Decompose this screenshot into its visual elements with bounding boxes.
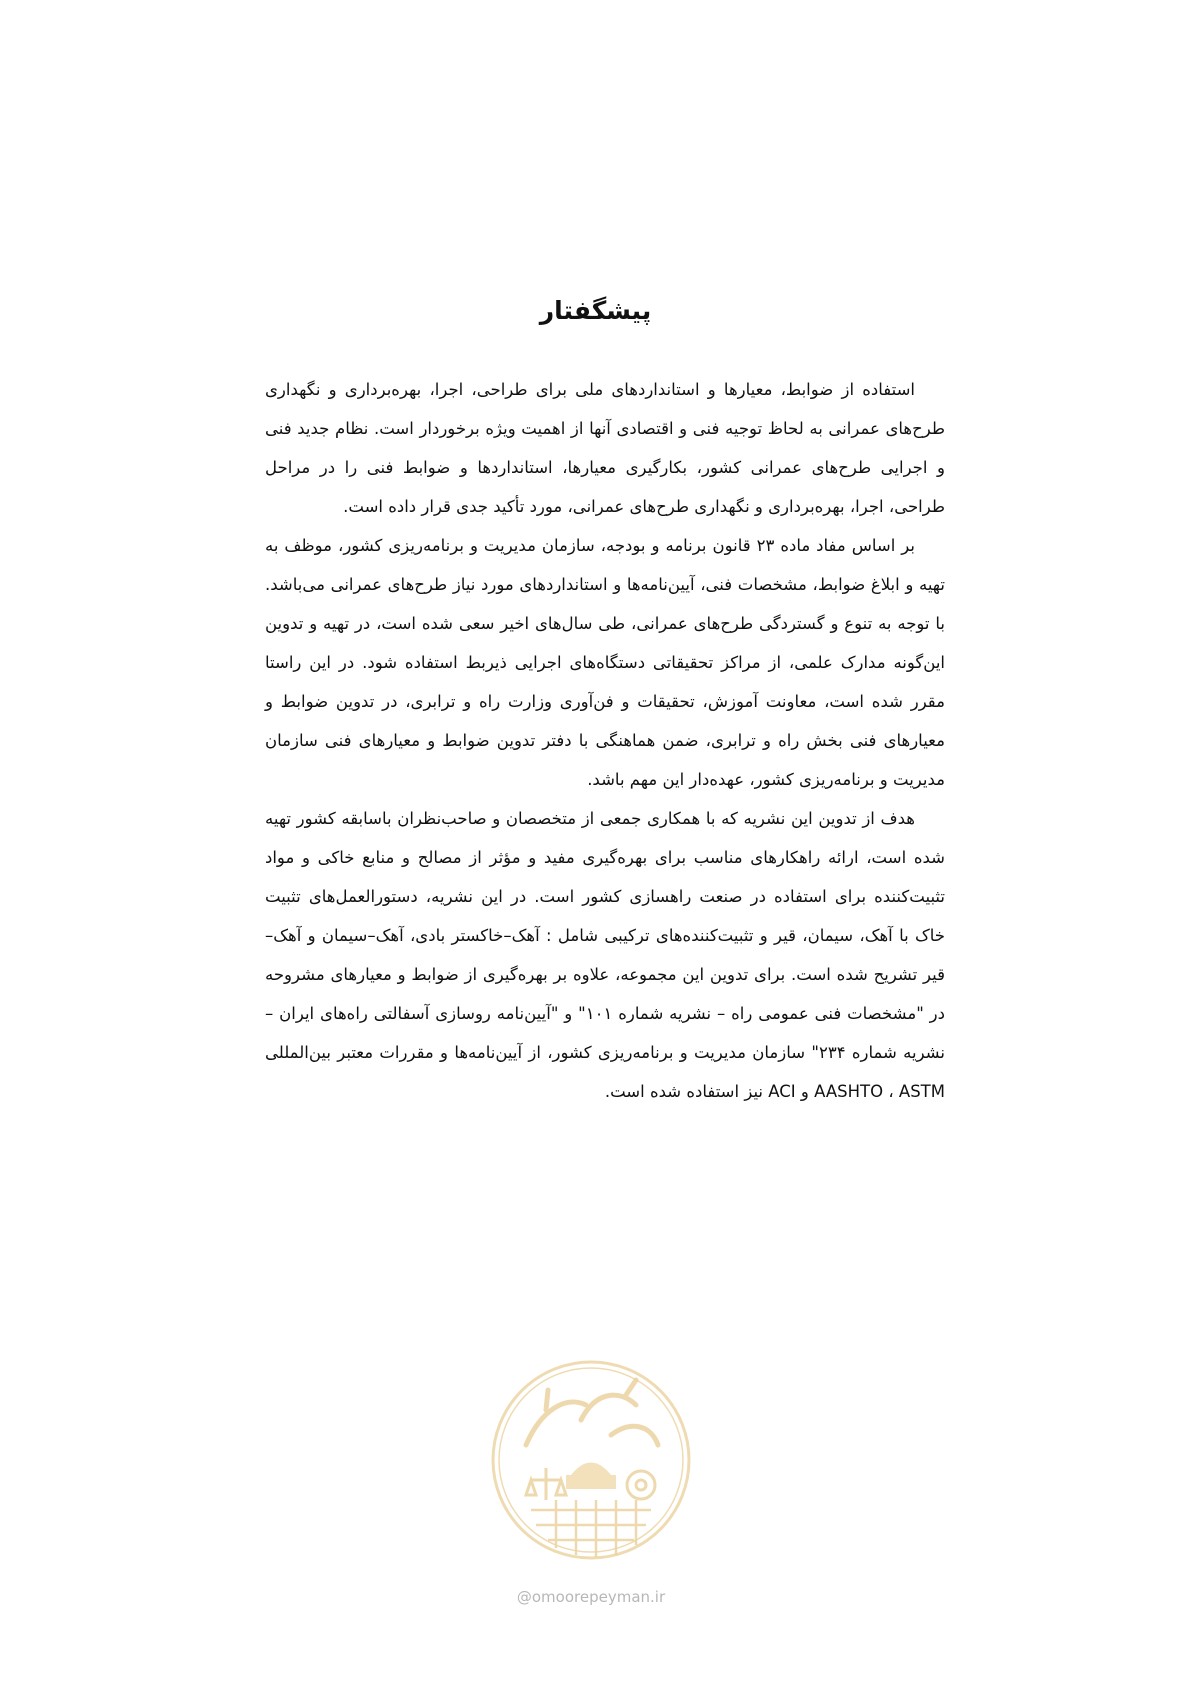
- paragraph-1: استفاده از ضوابط، معیارها و استانداردهای ملی برای طراحی، اجرا، بهره‌برداری و نگهداری طرح‌های عمرانی به لحاظ توجیه فنی و اقتصادی آنها از اهمیت ویژه برخوردار است. نظام جدید فنی و اجرایی طرح‌های عمرانی کشور، بکارگیری معیارها، استانداردها و ضوابط فنی را در مراحل طراحی، اجرا، بهره‌برداری و نگهداری طرح‌های عمرانی، مورد تأکید جدی قرار داده است.: [265, 380, 945, 516]
- seal-logo-icon: [486, 1350, 696, 1580]
- watermark-seal: [486, 1350, 696, 1630]
- watermark-website: @omoorepeyman.ir: [516, 1588, 666, 1606]
- paragraph-2: بر اساس مفاد ماده ۲۳ قانون برنامه و بودجه، سازمان مدیریت و برنامه‌ریزی کشور، موظف به تهیه و ابلاغ ضوابط، مشخصات فنی، آیین‌نامه‌ها و استانداردهای مورد نیاز طرح‌های عمرانی می‌باشد. با توجه به تنوع و گستردگی طرح‌های عمرانی، طی سال‌های اخیر سعی شده است، در تهیه و تدوین این‌گونه مدارک علمی، از مراکز تحقیقاتی دستگاه‌های اجرایی ذیربط استفاده شود. در این راستا مقرر شده است، معاونت آموزش، تحقیقات و فن‌آوری وزارت راه و ترابری، در تدوین ضوابط و معیارهای فنی بخش راه و ترابری، ضمن هماهنگی با دفتر تدوین ضوابط و معیارهای فنی سازمان مدیریت و برنامه‌ریزی کشور، عهده‌دار این مهم باشد.: [265, 536, 945, 789]
- paragraph-3: هدف از تدوین این نشریه که با همکاری جمعی از متخصصان و صاحب‌نظران باسابقه کشور تهیه شده است، ارائه راهکارهای مناسب برای بهره‌گیری مفید و مؤثر از مصالح و منابع خاکی و مواد تثبیت‌کننده برای استفاده در صنعت راهسازی کشور است. در این نشریه، دستورالعمل‌های تثبیت خاک با آهک، سیمان، قیر و تثبیت‌کننده‌های ترکیبی شامل : آهک–خاکستر بادی، آهک–سیمان و آهک–قیر تشریح شده است. برای تدوین این مجموعه، علاوه بر بهره‌گیری از ضوابط و معیارهای مشروحه در "مشخصات فنی عمومی راه – نشریه شماره ۱۰۱" و "آیین‌نامه روسازی آسفالتی راه‌های ایران – نشریه شماره ۲۳۴" سازمان مدیریت و برنامه‌ریزی کشور، از آیین‌نامه‌ها و مقررات معتبر بین‌المللی AASHTO ، ASTM و ACI نیز استفاده شده است.: [265, 809, 945, 1101]
- page-title: پیشگفتار: [539, 296, 652, 325]
- document-body: [265, 370, 945, 1111]
